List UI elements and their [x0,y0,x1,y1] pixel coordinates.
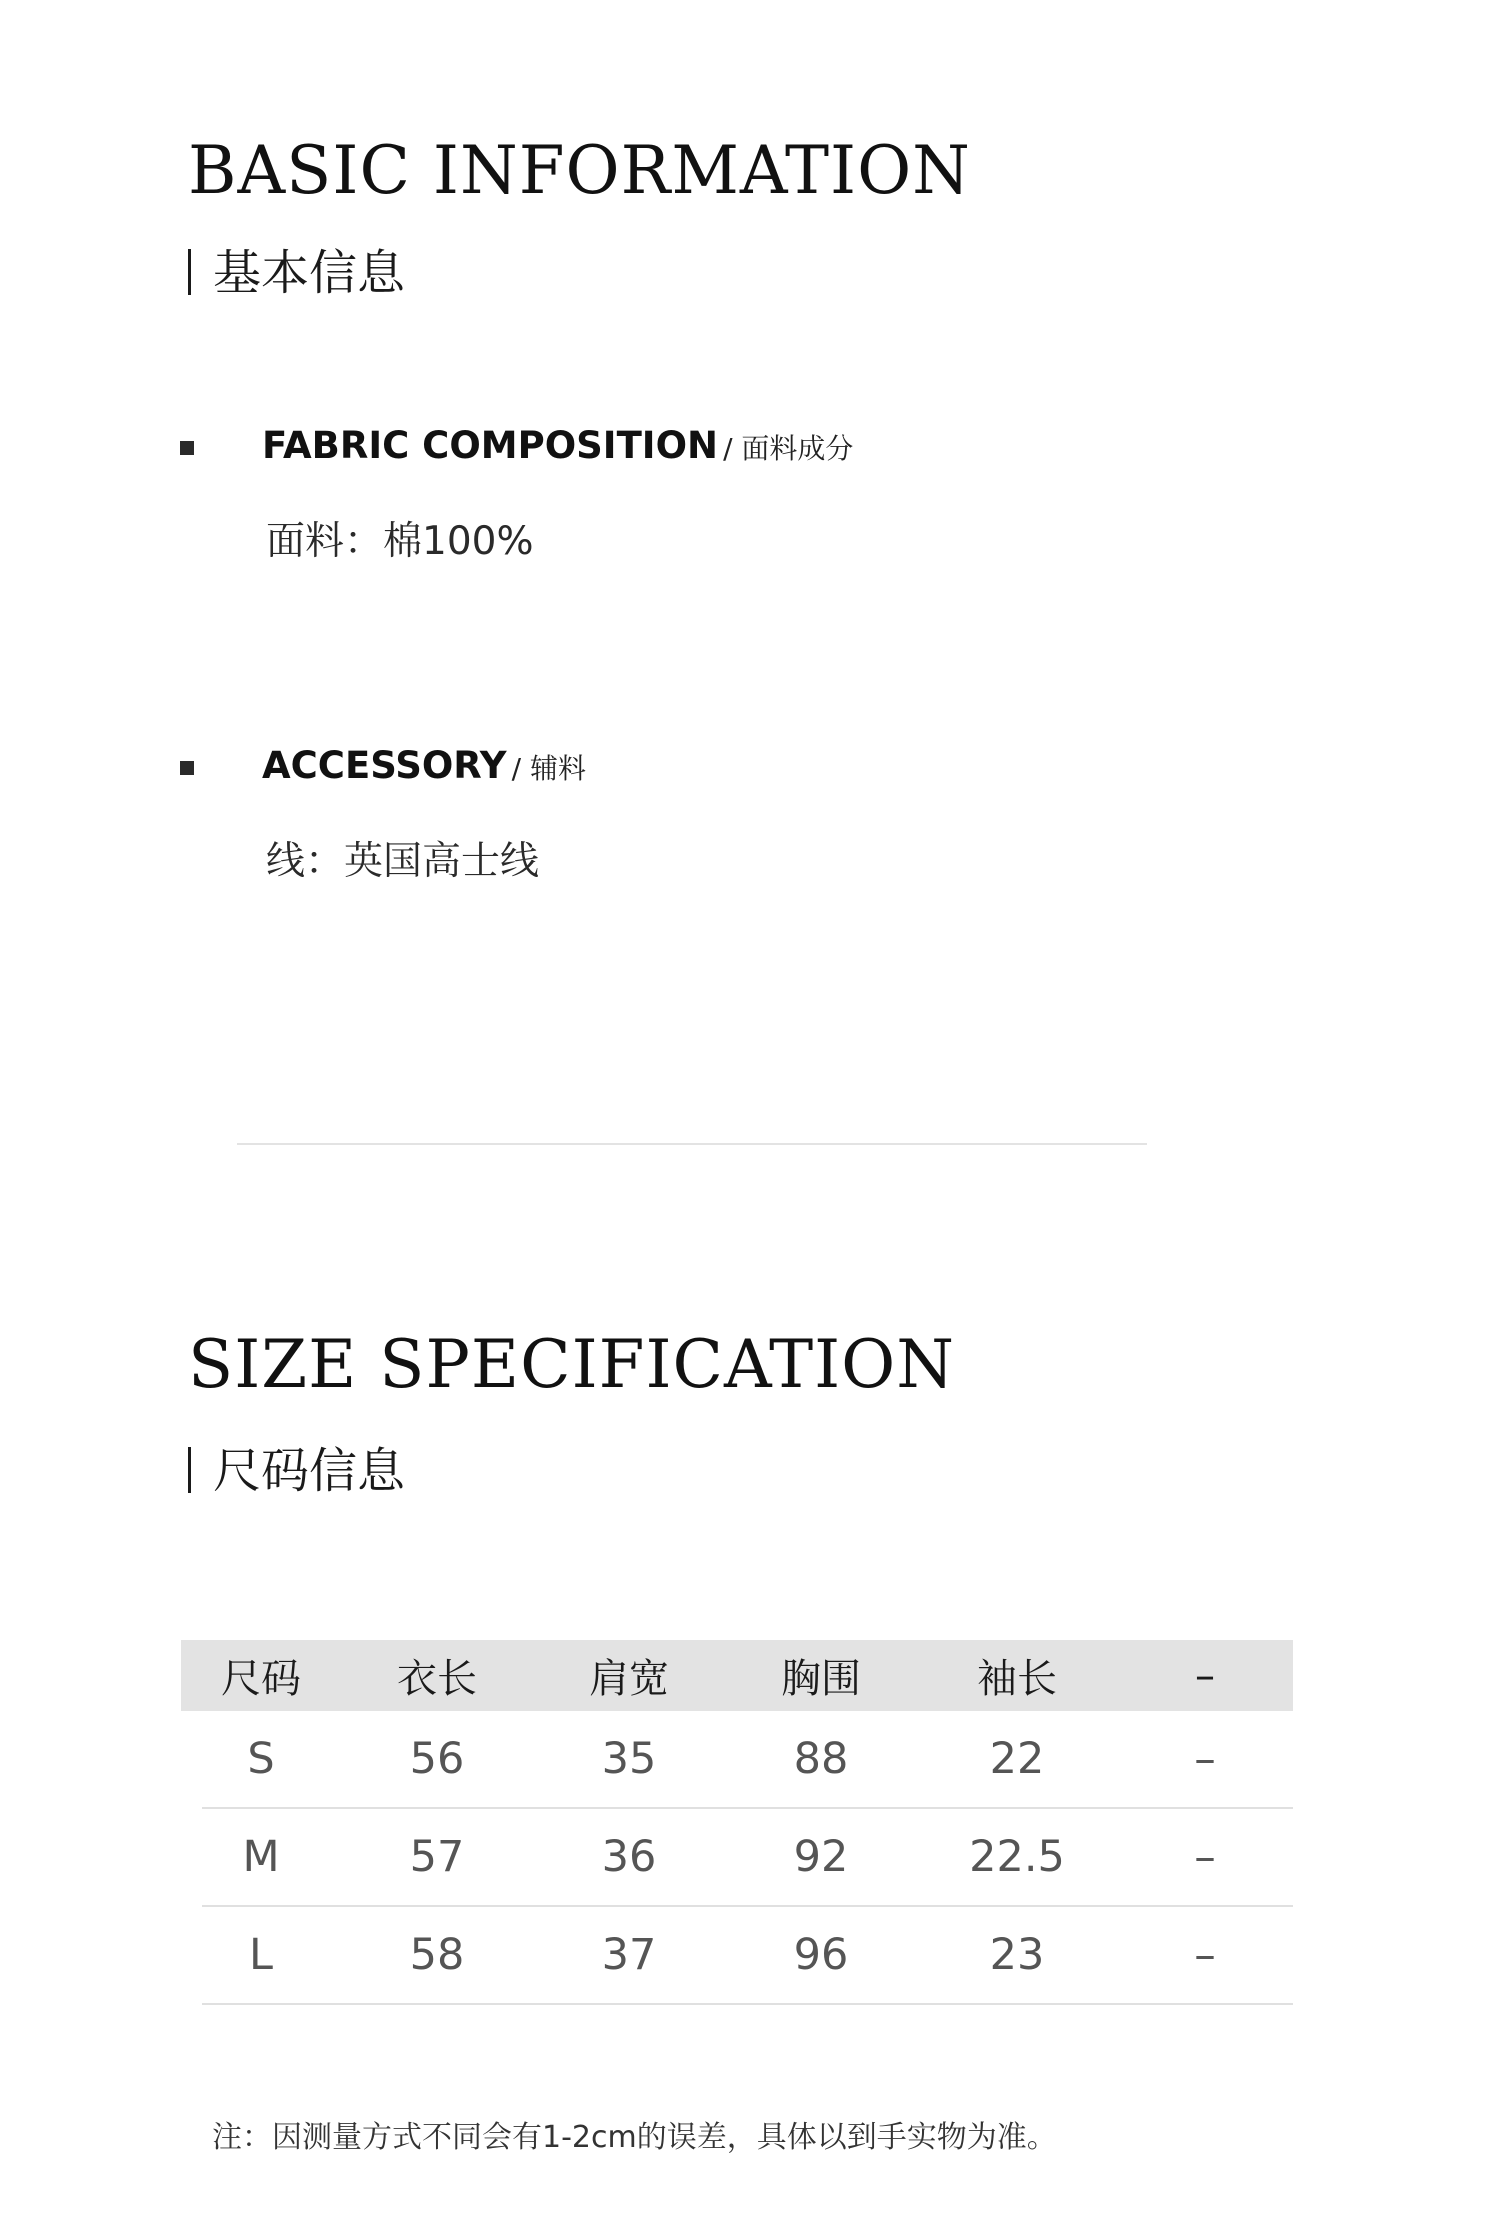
cell-chest: 96 [725,1906,917,2004]
cell-sleeve: 22.5 [917,1808,1117,1906]
accessory-title [262,744,586,787]
cell-size: M [181,1808,341,1906]
cell-shoulder: 37 [533,1906,725,2004]
cell-extra: – [1117,1808,1293,1906]
fabric-composition-value: 面料：棉100% [266,519,534,564]
accessory-bullet-icon [180,761,194,775]
cell-chest: 88 [725,1711,917,1808]
cell-shoulder: 35 [533,1711,725,1808]
cell-length: 57 [341,1808,533,1906]
header-chest: 胸围 [781,1656,861,1702]
basic-info-title: BASIC INFORMATION [188,132,971,209]
fabric-composition-label-en: FABRIC COMPOSITION [262,424,718,467]
size-spec-title: SIZE SPECIFICATION [188,1326,956,1403]
header-extra: – [1195,1652,1215,1699]
size-spec-subtitle-text: 尺码信息 [213,1443,406,1499]
cell-length: 58 [341,1906,533,2004]
cell-sleeve: 23 [917,1906,1117,2004]
table-row [181,1906,1293,2004]
cell-extra: – [1117,1906,1293,2004]
size-table [181,1640,1293,2005]
section-divider [237,1143,1147,1145]
basic-info-subtitle-text: 基本信息 [213,245,406,301]
header-shoulder: 肩宽 [589,1656,669,1702]
cell-sleeve: 22 [917,1711,1117,1808]
fabric-bullet-icon [180,441,194,455]
subtitle-bar [188,1447,191,1493]
cell-size: S [181,1711,341,1808]
cell-chest: 92 [725,1808,917,1906]
table-row-inset [181,1711,202,2011]
cell-shoulder: 36 [533,1808,725,1906]
fabric-composition-label-cn: / 面料成分 [723,432,854,465]
table-row [181,1808,1293,1906]
accessory-value: 线：英国高士线 [266,839,540,884]
size-table-header-row [181,1640,1293,1711]
accessory-label-cn: / 辅料 [511,752,587,785]
measurement-note: 注：因测量方式不同会有1-2cm的误差，具体以到手实物为准。 [212,2120,1057,2155]
cell-size: L [181,1906,341,2004]
cell-extra: – [1117,1711,1293,1808]
table-row [181,1711,1293,1808]
fabric-composition-title [262,424,853,467]
cell-length: 56 [341,1711,533,1808]
subtitle-bar [188,249,191,295]
size-spec-subtitle [188,1432,405,1501]
accessory-label-en: ACCESSORY [262,744,507,787]
header-sleeve: 袖长 [977,1656,1057,1702]
header-length: 衣长 [397,1656,477,1702]
basic-info-subtitle [188,234,405,303]
header-size: 尺码 [221,1656,301,1702]
